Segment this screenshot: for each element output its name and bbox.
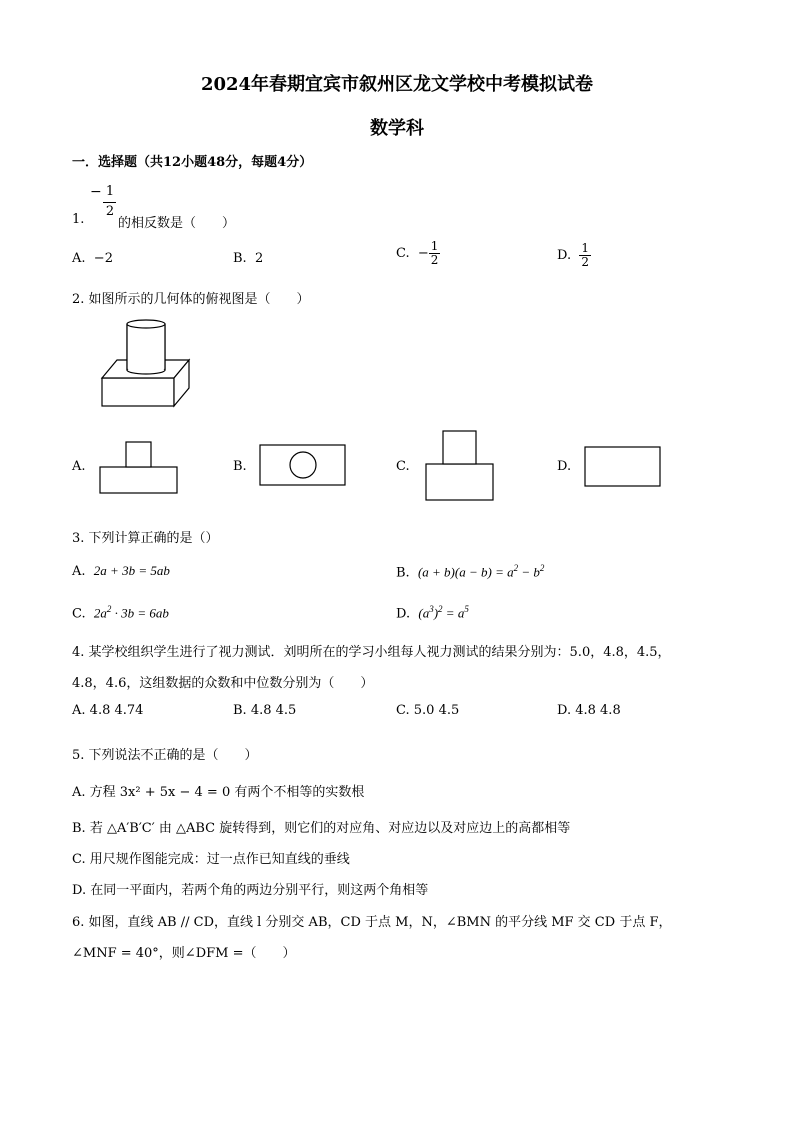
q2-option-c-figure[interactable] (424, 429, 498, 504)
q1-number: 1. (72, 212, 85, 227)
q2-option-d-figure[interactable] (583, 445, 663, 489)
q2-option-b-label[interactable]: B. (233, 459, 247, 474)
q3-option-c[interactable]: C. $2a^2 \cdot 3b = 6ab$ (72, 604, 169, 622)
q1-minus: − (90, 184, 102, 200)
q4-option-d[interactable]: D. 4.8 4.8 (557, 703, 621, 718)
section-heading: 一．选择题（共12小题48分，每题4分） (72, 155, 313, 170)
q3-option-a[interactable]: A. 2a + 3b = 5ab (72, 563, 170, 579)
q3-option-d[interactable]: D. $(a^3)^2 = a^5$ (396, 604, 469, 622)
q5-option-b[interactable]: B. 若 △A′B′C′ 由 △ABC 旋转得到，则它们的对应角、对应边以及对应边上的高都相等 (72, 821, 571, 836)
q2-option-a-figure[interactable] (98, 440, 180, 496)
q1-d-fraction: $\frac{1}{2}$ (581, 241, 589, 269)
q1-option-a[interactable]: A. −2 (72, 251, 113, 266)
q5-text: 5. 下列说法不正确的是（ ） (72, 748, 258, 763)
q2-option-a-label[interactable]: A. (72, 459, 86, 474)
q1-frac-num: 1 (105, 184, 115, 199)
exam-subtitle: 数学科 (370, 118, 424, 139)
q1-option-d[interactable]: D. $\frac{1}{2}$ (557, 241, 589, 269)
exam-title: 2024年春期宜宾市叙州区龙文学校中考模拟试卷 (200, 74, 594, 95)
q1-text: 的相反数是（ ） (118, 216, 236, 231)
q4-option-c[interactable]: C. 5.0 4.5 (396, 703, 460, 718)
q1-option-c[interactable]: C. − $\frac{1}{2}$ (396, 239, 439, 267)
q5-option-c[interactable]: C. 用尺规作图能完成：过一点作已知直线的垂线 (72, 852, 350, 867)
q2-option-b-figure[interactable] (258, 443, 348, 489)
q1-c-fraction: $\frac{1}{2}$ (430, 239, 439, 267)
q3-option-b[interactable]: B. $(a + b)(a - b) = a^2 - b^2$ (396, 563, 545, 581)
q6-line-1: 6. 如图，直线 AB // CD，直线 l 分别交 AB，CD 于点 M，N，∠BMN 的平分线 MF 交 CD 于点 F， (72, 915, 672, 930)
q2-option-c-label[interactable]: C. (396, 459, 410, 474)
q4-option-b[interactable]: B. 4.8 4.5 (233, 703, 297, 718)
q5-option-a[interactable]: A. 方程 3x² + 5x − 4 = 0 有两个不相等的实数根 (72, 785, 365, 800)
q1-frac-den: 2 (105, 204, 115, 219)
q3-text: 3. 下列计算正确的是（） (72, 531, 219, 546)
q1-option-b[interactable]: B. 2 (233, 251, 264, 266)
q2-text: 2. 如图所示的几何体的俯视图是（ ） (72, 292, 310, 307)
q2-option-d-label[interactable]: D. (557, 459, 572, 474)
q1-frac-bar (103, 202, 116, 203)
q5-option-d[interactable]: D. 在同一平面内，若两个角的两边分别平行，则这两个角相等 (72, 883, 429, 898)
q4-option-a[interactable]: A. 4.8 4.74 (72, 703, 144, 718)
solid-figure (95, 316, 195, 412)
q4-line-2: 4.8，4.6，这组数据的众数和中位数分别为（ ） (72, 676, 374, 691)
q4-line-1: 4. 某学校组织学生进行了视力测试．刘明所在的学习小组每人视力测试的结果分别为：5.0，4.8，4.5， (72, 645, 671, 660)
q6-line-2: ∠MNF = 40°，则∠DFM =（ ） (72, 946, 296, 961)
